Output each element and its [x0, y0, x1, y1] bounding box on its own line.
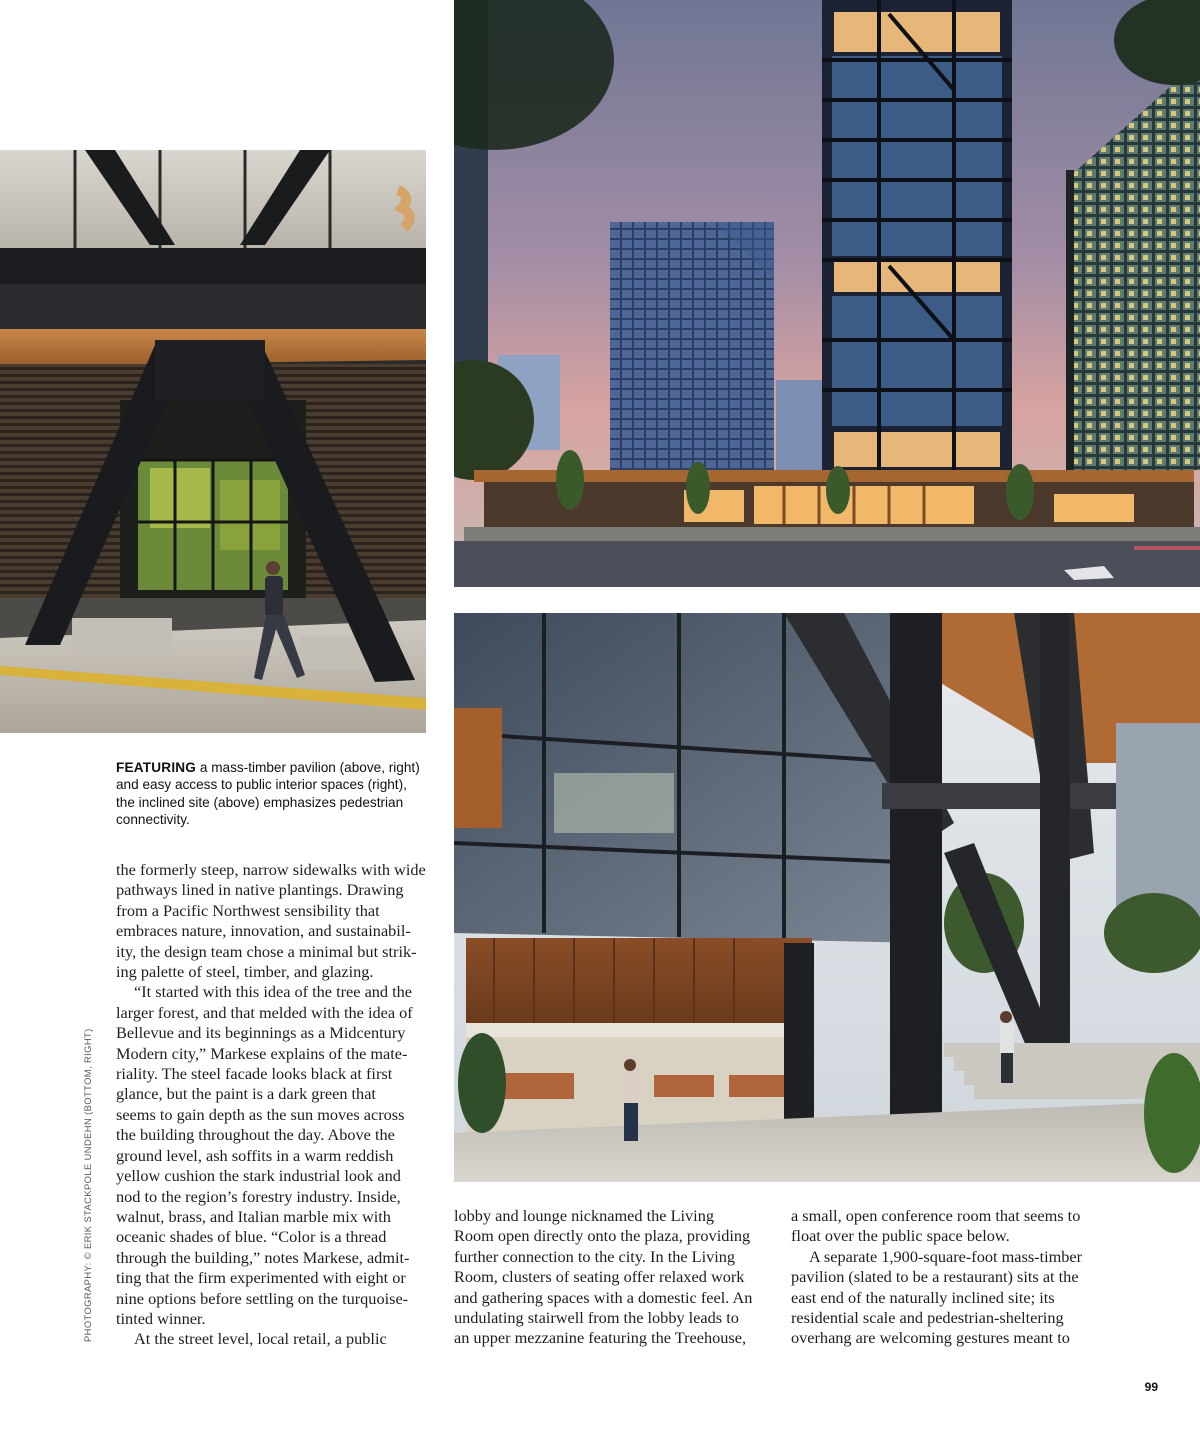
caption-lead: FEATURING: [116, 760, 197, 775]
text-line: At the street level, local retail, a public: [134, 1329, 387, 1349]
text-line: larger forest, and that melded with the idea of: [116, 1002, 413, 1022]
text-line: Bellevue and its beginnings as a Midcentury: [116, 1023, 406, 1043]
text-line: pathways lined in native plantings. Drawing: [116, 880, 404, 900]
text-line: float over the public space below.: [791, 1226, 1010, 1246]
paragraph: [791, 1247, 1101, 1349]
text-line: ing palette of steel, timber, and glazing.: [116, 962, 374, 982]
text-line: ity, the design team chose a minimal but strik-: [116, 941, 417, 961]
text-line: embraces nature, innovation, and sustainabil-: [116, 921, 411, 941]
paragraph: [116, 982, 428, 1329]
text-line: from a Pacific Northwest sensibility that: [116, 900, 380, 920]
text-line: seems to gain depth as the sun moves across: [116, 1104, 405, 1124]
photo-living-room-plaza: [454, 613, 1200, 1182]
text-line: Modern city,” Markese explains of the mate-: [116, 1043, 408, 1063]
text-line: undulating stairwell from the lobby leads to: [454, 1308, 739, 1328]
text-line: nod to the region’s forestry industry. Inside,: [116, 1186, 401, 1206]
text-line: a small, open conference room that seems to: [791, 1206, 1081, 1225]
text-line: nine options before settling on the turquoise-: [116, 1288, 409, 1308]
text-line: yellow cushion the stark industrial look and: [116, 1166, 401, 1186]
text-line: overhang are welcoming gestures meant to: [791, 1328, 1070, 1348]
text-line: through the building,” notes Markese, admit-: [116, 1247, 410, 1267]
text-line: ting that the firm experimented with eight or: [116, 1268, 406, 1288]
text-line: residential scale and pedestrian-sheltering: [791, 1308, 1064, 1328]
text-line: an upper mezzanine featuring the Treehouse,: [454, 1328, 747, 1348]
text-line: lobby and lounge nicknamed the Living: [454, 1206, 714, 1225]
text-line: the building throughout the day. Above the: [116, 1125, 395, 1145]
text-line: east end of the naturally inclined site; its: [791, 1287, 1055, 1307]
text-line: Room, clusters of seating offer relaxed work: [454, 1267, 745, 1287]
body-column-2: [454, 1206, 764, 1349]
page-number: 99: [1144, 1380, 1158, 1394]
body-column-1: [116, 860, 428, 1350]
text-line: Room open directly onto the plaza, providing: [454, 1226, 751, 1246]
text-line: and gathering spaces with a domestic feel. An: [454, 1287, 753, 1307]
text-line: the formerly steep, narrow sidewalks with wide: [116, 860, 426, 879]
text-line: A separate 1,900-square-foot mass-timber: [809, 1246, 1083, 1266]
text-line: walnut, brass, and Italian marble mix with: [116, 1206, 391, 1226]
body-column-3: [791, 1206, 1101, 1349]
paragraph: [454, 1206, 764, 1349]
photo-towers-at-dusk: [454, 0, 1200, 587]
photo-entrance-steel-columns: [0, 150, 426, 733]
photo-credit: PHOTOGRAPHY: © ERIK STACKPOLE UNDEHN (BOTTOM, RIGHT): [82, 1028, 93, 1342]
text-line: “It started with this idea of the tree and the: [134, 982, 413, 1002]
text-line: ground level, ash soffits in a warm reddish: [116, 1145, 394, 1165]
text-line: pavilion (slated to be a restaurant) sits at the: [791, 1267, 1079, 1287]
photo-caption: [116, 759, 428, 828]
text-line: tinted winner.: [116, 1308, 206, 1328]
paragraph: [116, 860, 428, 982]
text-line: oceanic shades of blue. “Color is a thread: [116, 1227, 387, 1247]
paragraph: [791, 1206, 1101, 1247]
paragraph: [116, 1329, 428, 1349]
text-line: glance, but the paint is a dark green that: [116, 1084, 376, 1104]
text-line: riality. The steel facade looks black at first: [116, 1064, 393, 1084]
text-line: further connection to the city. In the Living: [454, 1246, 736, 1266]
caption-text: a mass-timber pavilion (above, right) and easy access to public interior spaces (right), the inclined site (above) emphasizes pedestrian connectivity.: [116, 760, 420, 827]
